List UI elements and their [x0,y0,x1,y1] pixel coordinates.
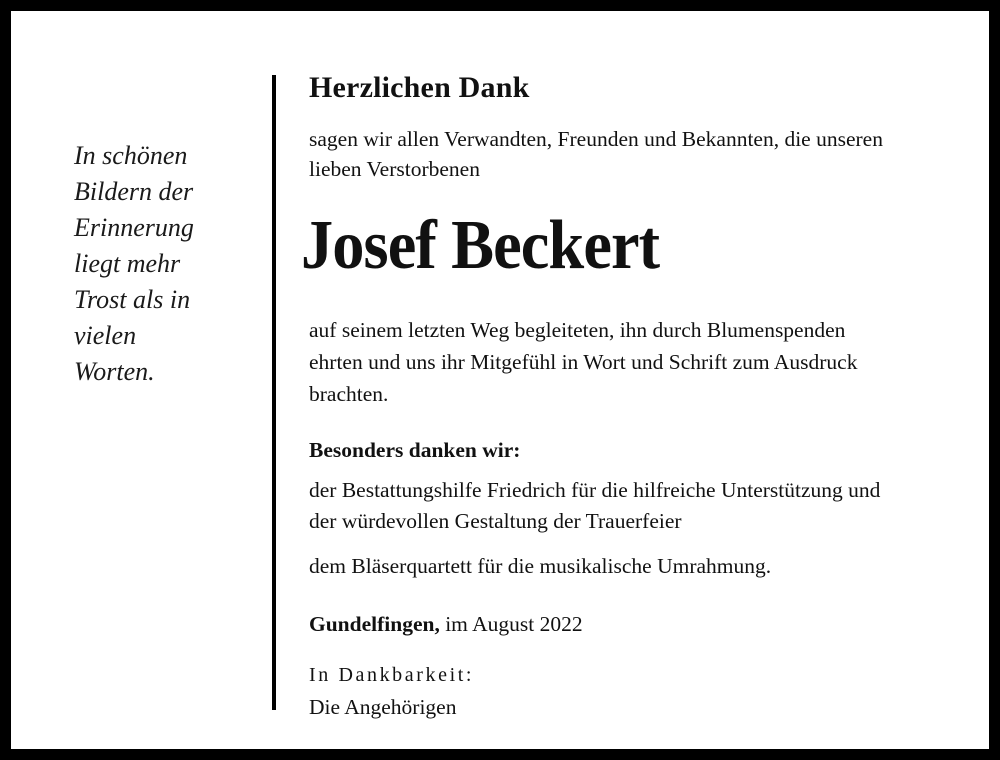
thanks-line: der würdevollen Gestaltung der Trauerfeier [309,509,682,533]
body-line: auf seinem letzten Weg begleiteten, ihn durch Blumenspenden [309,318,846,342]
thanks-line: der Bestattungshilfe Friedrich für die hilfreiche Unterstützung und [309,478,881,502]
deceased-name: Josef Beckert [301,207,660,284]
signature: Die Angehörigen [309,695,457,719]
quote-line: Bildern der [74,177,194,206]
thanks-line: dem Bläserquartett für die musikalische Umrahmung. [309,554,772,578]
memorial-quote [74,138,264,390]
body-line: brachten. [309,382,389,406]
thanks-heading: Besonders danken wir: [309,438,521,462]
intro-line: sagen wir allen Verwandten, Freunden und Bekannten, die unseren [309,127,883,151]
quote-line: In schönen [74,141,188,170]
body-line: ehrten und uns ihr Mitgefühl in Wort und Schrift zum Ausdruck [309,350,858,374]
quote-line: Erinnerung [74,213,194,242]
quote-line: Trost als in [74,285,191,314]
closing: In Dankbarkeit: [309,664,475,686]
quote-line: Worten. [74,357,155,386]
place-date [309,608,583,640]
intro-line: lieben Verstorbenen [309,157,480,181]
date: im August 2022 [439,612,583,636]
place: Gundelfingen, [309,612,440,636]
vertical-divider [272,75,276,710]
notice-heading: Herzlichen Dank [309,71,530,104]
quote-line: vielen [74,321,137,350]
quote-line: liegt mehr [74,249,181,278]
